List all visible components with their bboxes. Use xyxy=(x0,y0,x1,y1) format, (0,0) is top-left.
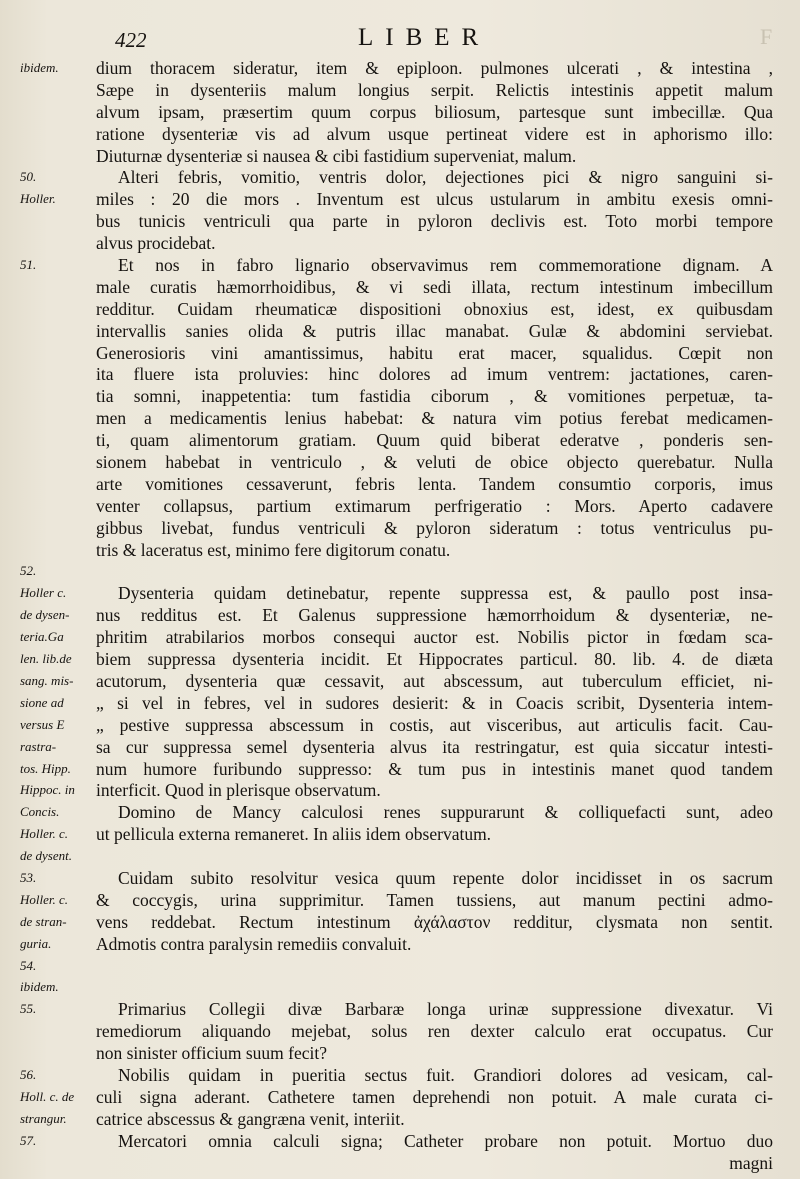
line-text: sa cur suppressa semel dysenteria alvus ita restringatur, est quia siccatur intesti- xyxy=(96,736,773,757)
line-text: & coccygis, urina supprimitur. Tamen tussiens, aut manum pectini admo- xyxy=(96,889,773,910)
text-line xyxy=(0,802,800,824)
text-line xyxy=(0,737,800,759)
text-line xyxy=(0,343,800,365)
text-line xyxy=(0,430,800,452)
text-line xyxy=(0,408,800,430)
margin-note: Holler c. xyxy=(20,585,67,601)
margin-note: 55. xyxy=(20,1001,37,1017)
bleed-through-fragment: F xyxy=(760,24,773,49)
text-line xyxy=(0,649,800,671)
margin-note: 53. xyxy=(20,869,37,885)
line-text: phritim atrabilarios morbos consequi auctor est. Nobilis pictor in fœdam sca- xyxy=(96,627,773,648)
line-text: alvus procidebat. xyxy=(96,233,216,254)
margin-note: Holler. c. xyxy=(20,891,69,907)
margin-note: 57. xyxy=(20,1132,37,1148)
line-text: Primarius Collegii divæ Barbaræ longa urinæ suppressione divexatur. Vi xyxy=(118,999,773,1020)
text-line xyxy=(0,715,800,737)
line-text: venter collapsus, partium extimarum perfrigeratio : Mors. Aperto cadavere xyxy=(96,495,773,516)
margin-note: ibidem. xyxy=(20,60,59,75)
text-line xyxy=(0,693,800,715)
margin-note: 56. xyxy=(20,1066,37,1082)
text-line xyxy=(0,759,800,781)
margin-note: tos. Hipp. xyxy=(20,760,71,776)
text-line xyxy=(0,211,800,233)
text-line xyxy=(0,1087,800,1109)
line-text: Alteri febris, vomitio, ventris dolor, dejectiones pici & nigro sanguini si- xyxy=(118,167,773,188)
text-line xyxy=(0,1043,800,1065)
text-line xyxy=(0,189,800,211)
margin-note: 54. xyxy=(20,957,37,973)
text-line xyxy=(0,386,800,408)
margin-note: Concis. xyxy=(20,804,60,820)
text-line xyxy=(0,364,800,386)
margin-note: teria.Ga xyxy=(20,629,64,645)
margin-note: sang. mis- xyxy=(20,672,74,688)
line-text: Admotis contra paralysin remediis convaluit. xyxy=(96,933,412,954)
text-line xyxy=(0,518,800,540)
margin-note: 51. xyxy=(20,257,37,273)
text-line xyxy=(0,1131,800,1153)
line-text: Cuidam subito resolvitur vesica quum repente dolor incidisset in os sacrum xyxy=(118,867,773,888)
margin-note: 50. xyxy=(20,169,37,185)
line-text: bus tunicis ventriculi qua parte in pyloron declivis est. Toto morbi tempore xyxy=(96,211,773,232)
line-text: arte vomitiones cessaverunt, febris lenta. Tandem consumtio corporis, imus xyxy=(96,473,773,494)
line-text: ti, quam alimentorum gratiam. Quum quid biberat ederatve , ponderis sen- xyxy=(96,430,773,451)
text-line xyxy=(0,277,800,299)
text-line xyxy=(0,233,800,255)
line-text: miles : 20 die mors . Inventum est ulcus ustularum in ambitu exesis omni- xyxy=(96,189,773,210)
margin-note: sione ad xyxy=(20,694,64,710)
line-text: catrice abscessus & gangræna venit, interiit. xyxy=(96,1108,405,1129)
line-text: men a medicamentis lenius habebat: & natura vim potius ferebat medicamen- xyxy=(96,408,773,429)
text-line xyxy=(0,846,800,868)
line-text: nus redditus est. Et Galenus suppressione hæmorrhoidum & dysenteriæ, ne- xyxy=(96,605,773,626)
text-line xyxy=(0,890,800,912)
margin-note: ibidem. xyxy=(20,979,59,995)
line-text: dium thoracem sideratur, item & epiploon. pulmones ulcerati , & intestina , xyxy=(96,58,773,78)
line-text: „ pestive suppressa abscessum in costis, aut visceribus, aut articulis facit. Cau- xyxy=(96,714,773,735)
line-text: redditur. Cuidam rheumaticæ dispositioni obnoxius est, idest, ex quibusdam xyxy=(96,298,773,319)
text-line xyxy=(0,999,800,1021)
text-line xyxy=(0,146,800,168)
line-text: interficit. Quod in plerisque observatum. xyxy=(96,780,381,801)
running-title: LIBER xyxy=(358,24,491,51)
text-line xyxy=(0,956,800,978)
text-line xyxy=(0,605,800,627)
catchword: magni xyxy=(729,1153,773,1173)
page-number: 422 xyxy=(115,28,147,52)
text-line xyxy=(0,452,800,474)
margin-note: Holl. c. de xyxy=(20,1088,75,1104)
line-text: tia somni, inappetentia: tum fastidia ciborum , & vomitiones perpetuæ, ta- xyxy=(96,386,773,407)
text-line xyxy=(0,540,800,562)
page-header xyxy=(0,22,800,56)
line-text: sionem habebat in ventriculo , & veluti de obice objecto querebatur. Nulla xyxy=(96,452,773,473)
margin-note: rastra- xyxy=(20,738,57,754)
line-text: ita fluere ista proluvies: hinc dolores ad imum ventrem: jactationes, caren- xyxy=(96,364,773,385)
margin-note: guria. xyxy=(20,935,52,951)
text-line xyxy=(0,167,800,189)
text-line xyxy=(0,912,800,934)
margin-note: versus E xyxy=(20,716,65,732)
text-line xyxy=(0,1021,800,1043)
text-line xyxy=(0,824,800,846)
text-line xyxy=(0,1065,800,1087)
line-text: „ si vel in febres, vel in sudores desierit: & in Coacis scribit, Dysenteria intem- xyxy=(96,692,773,713)
margin-note: Holler. c. xyxy=(20,826,69,842)
line-text: non sinister officium suum fecit? xyxy=(96,1043,328,1064)
line-text: vens reddebat. Rectum intestinum ἀχάλαστον redditur, clysmata non sentit. xyxy=(96,911,773,932)
line-text: ratione dysenteriæ vis ad alvum usque pertineat videre est in aphorismo illo: xyxy=(96,123,773,144)
line-text: alvum ipsam, præsertim quum corpus biliosum, partesque sunt imbecillæ. Qua xyxy=(96,101,773,122)
text-line xyxy=(0,58,800,80)
text-line xyxy=(0,102,800,124)
line-text: Et nos in fabro lignario observavimus rem commemoratione dignam. A xyxy=(118,255,773,276)
text-line xyxy=(0,255,800,277)
catchword-row xyxy=(0,1153,800,1175)
margin-note: strangur. xyxy=(20,1110,67,1126)
text-line xyxy=(0,299,800,321)
margin-note: de stran- xyxy=(20,913,67,929)
text-line xyxy=(0,124,800,146)
text-line xyxy=(0,934,800,956)
text-line xyxy=(0,321,800,343)
line-text: num humore furibundo suppresso: & tum pus in intestinis manet quod tandem xyxy=(96,758,773,779)
line-text: Generosioris vini amantissimus, habitu erat macer, squalidus. Cœpit non xyxy=(96,342,773,363)
margin-note: Holler. xyxy=(20,191,56,207)
line-text: Nobilis quidam in pueritia sectus fuit. Grandiori dolores ad vesicam, cal- xyxy=(118,1064,773,1085)
line-text: intervallis sanies olida & putris illac manabat. Gulæ & abdomini serviebat. xyxy=(96,320,773,341)
text-line xyxy=(0,977,800,999)
line-text: acutorum, dysenteria quæ cessavit, aut abscessum, aut tuberculum efficiet, ni- xyxy=(96,670,773,691)
line-text: Dysenteria quidam detinebatur, repente suppressa est, & paullo post insa- xyxy=(118,583,773,604)
line-text: tris & laceratus est, minimo fere digitorum conatu. xyxy=(96,539,451,560)
line-text: gibbus livebat, fundus ventriculi & pyloron sideratum : totus ventriculus pu- xyxy=(96,517,773,538)
text-line xyxy=(0,780,800,802)
page-body xyxy=(0,58,800,1153)
line-text: Mercatori omnia calculi signa; Catheter probare non potuit. Mortuo duo xyxy=(118,1130,773,1151)
line-text: culi signa aderant. Cathetere tamen deprehendi non potuit. A male curata ci- xyxy=(96,1086,773,1107)
line-text: ut pellicula externa remaneret. In aliis idem observatum. xyxy=(96,824,492,845)
line-text: Diuturnæ dysenteriæ si nausea & cibi fastidium superveniat, malum. xyxy=(96,145,577,166)
line-text: Domino de Mancy calculosi renes suppurarunt & colliquefacti sunt, adeo xyxy=(118,802,773,823)
text-line xyxy=(0,671,800,693)
line-text: remediorum aliquando mejebat, solus ren dexter calculo erat occupatus. Cur xyxy=(96,1021,773,1042)
text-line xyxy=(0,868,800,890)
line-text: biem suppressa dysenteria incidit. Et Hippocrates particul. 80. lib. 4. de diæta xyxy=(96,649,773,670)
text-line xyxy=(0,496,800,518)
text-line xyxy=(0,561,800,583)
text-line xyxy=(0,1109,800,1131)
text-line xyxy=(0,583,800,605)
line-text: male curatis hæmorrhoidibus, & vi sedi illata, rectum intestinum imbecillum xyxy=(96,276,773,297)
margin-note: len. lib.de xyxy=(20,651,72,667)
margin-note: de dysent. xyxy=(20,848,72,864)
text-line xyxy=(0,627,800,649)
line-text: Sæpe in dysenteriis malum longius serpit. Relictis intestinis appetit malum xyxy=(96,79,773,100)
margin-note: de dysen- xyxy=(20,607,70,623)
margin-note: 52. xyxy=(20,563,37,579)
margin-note: Hippoc. in xyxy=(20,782,75,798)
text-line xyxy=(0,474,800,496)
text-line xyxy=(0,80,800,102)
